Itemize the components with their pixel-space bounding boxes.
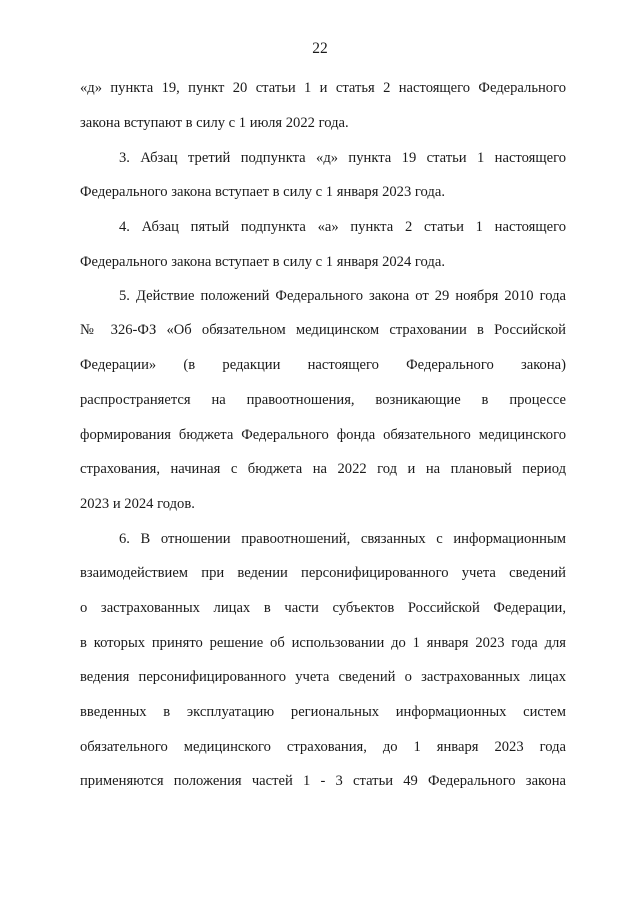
text-line: о застрахованных лицах в части субъектов Российской Федерации, [80, 600, 566, 616]
text-line: взаимодействием при ведении персонифицированного учета сведений [80, 565, 566, 581]
text-line: Федерального закона вступает в силу с 1 января 2024 года. [80, 254, 445, 270]
text-line: 5. Действие положений Федерального закона от 29 ноября 2010 года [119, 288, 566, 304]
text-line: «д» пункта 19, пункт 20 статьи 1 и статья 2 настоящего Федерального [80, 80, 566, 96]
text-line: № 326-ФЗ «Об обязательном медицинском страховании в Российской [80, 322, 566, 338]
text-line: формирования бюджета Федерального фонда обязательного медицинского [80, 427, 566, 443]
text-line: обязательного медицинского страхования, до 1 января 2023 года [80, 739, 566, 755]
text-line: Федерации» (в редакции настоящего Федерального закона) [80, 357, 566, 373]
text-line: страхования, начиная с бюджета на 2022 год и на плановый период [80, 461, 566, 477]
page-number: 22 [312, 40, 328, 57]
text-line: применяются положения частей 1 - 3 статьи 49 Федерального закона [80, 773, 566, 789]
text-line: введенных в эксплуатацию региональных информационных систем [80, 704, 566, 720]
text-line: распространяется на правоотношения, возникающие в процессе [80, 392, 566, 408]
text-line: 4. Абзац пятый подпункта «а» пункта 2 статьи 1 настоящего [119, 219, 566, 235]
text-line: закона вступают в силу с 1 июля 2022 года. [80, 115, 349, 131]
text-line: 3. Абзац третий подпункта «д» пункта 19 статьи 1 настоящего [119, 150, 566, 166]
text-line: в которых принято решение об использовании до 1 января 2023 года для [80, 635, 566, 651]
text-line: ведения персонифицированного учета сведений о застрахованных лицах [80, 669, 566, 685]
text-line: Федерального закона вступает в силу с 1 января 2023 года. [80, 184, 445, 200]
text-line: 6. В отношении правоотношений, связанных с информационным [119, 531, 566, 547]
text-line: 2023 и 2024 годов. [80, 496, 195, 512]
